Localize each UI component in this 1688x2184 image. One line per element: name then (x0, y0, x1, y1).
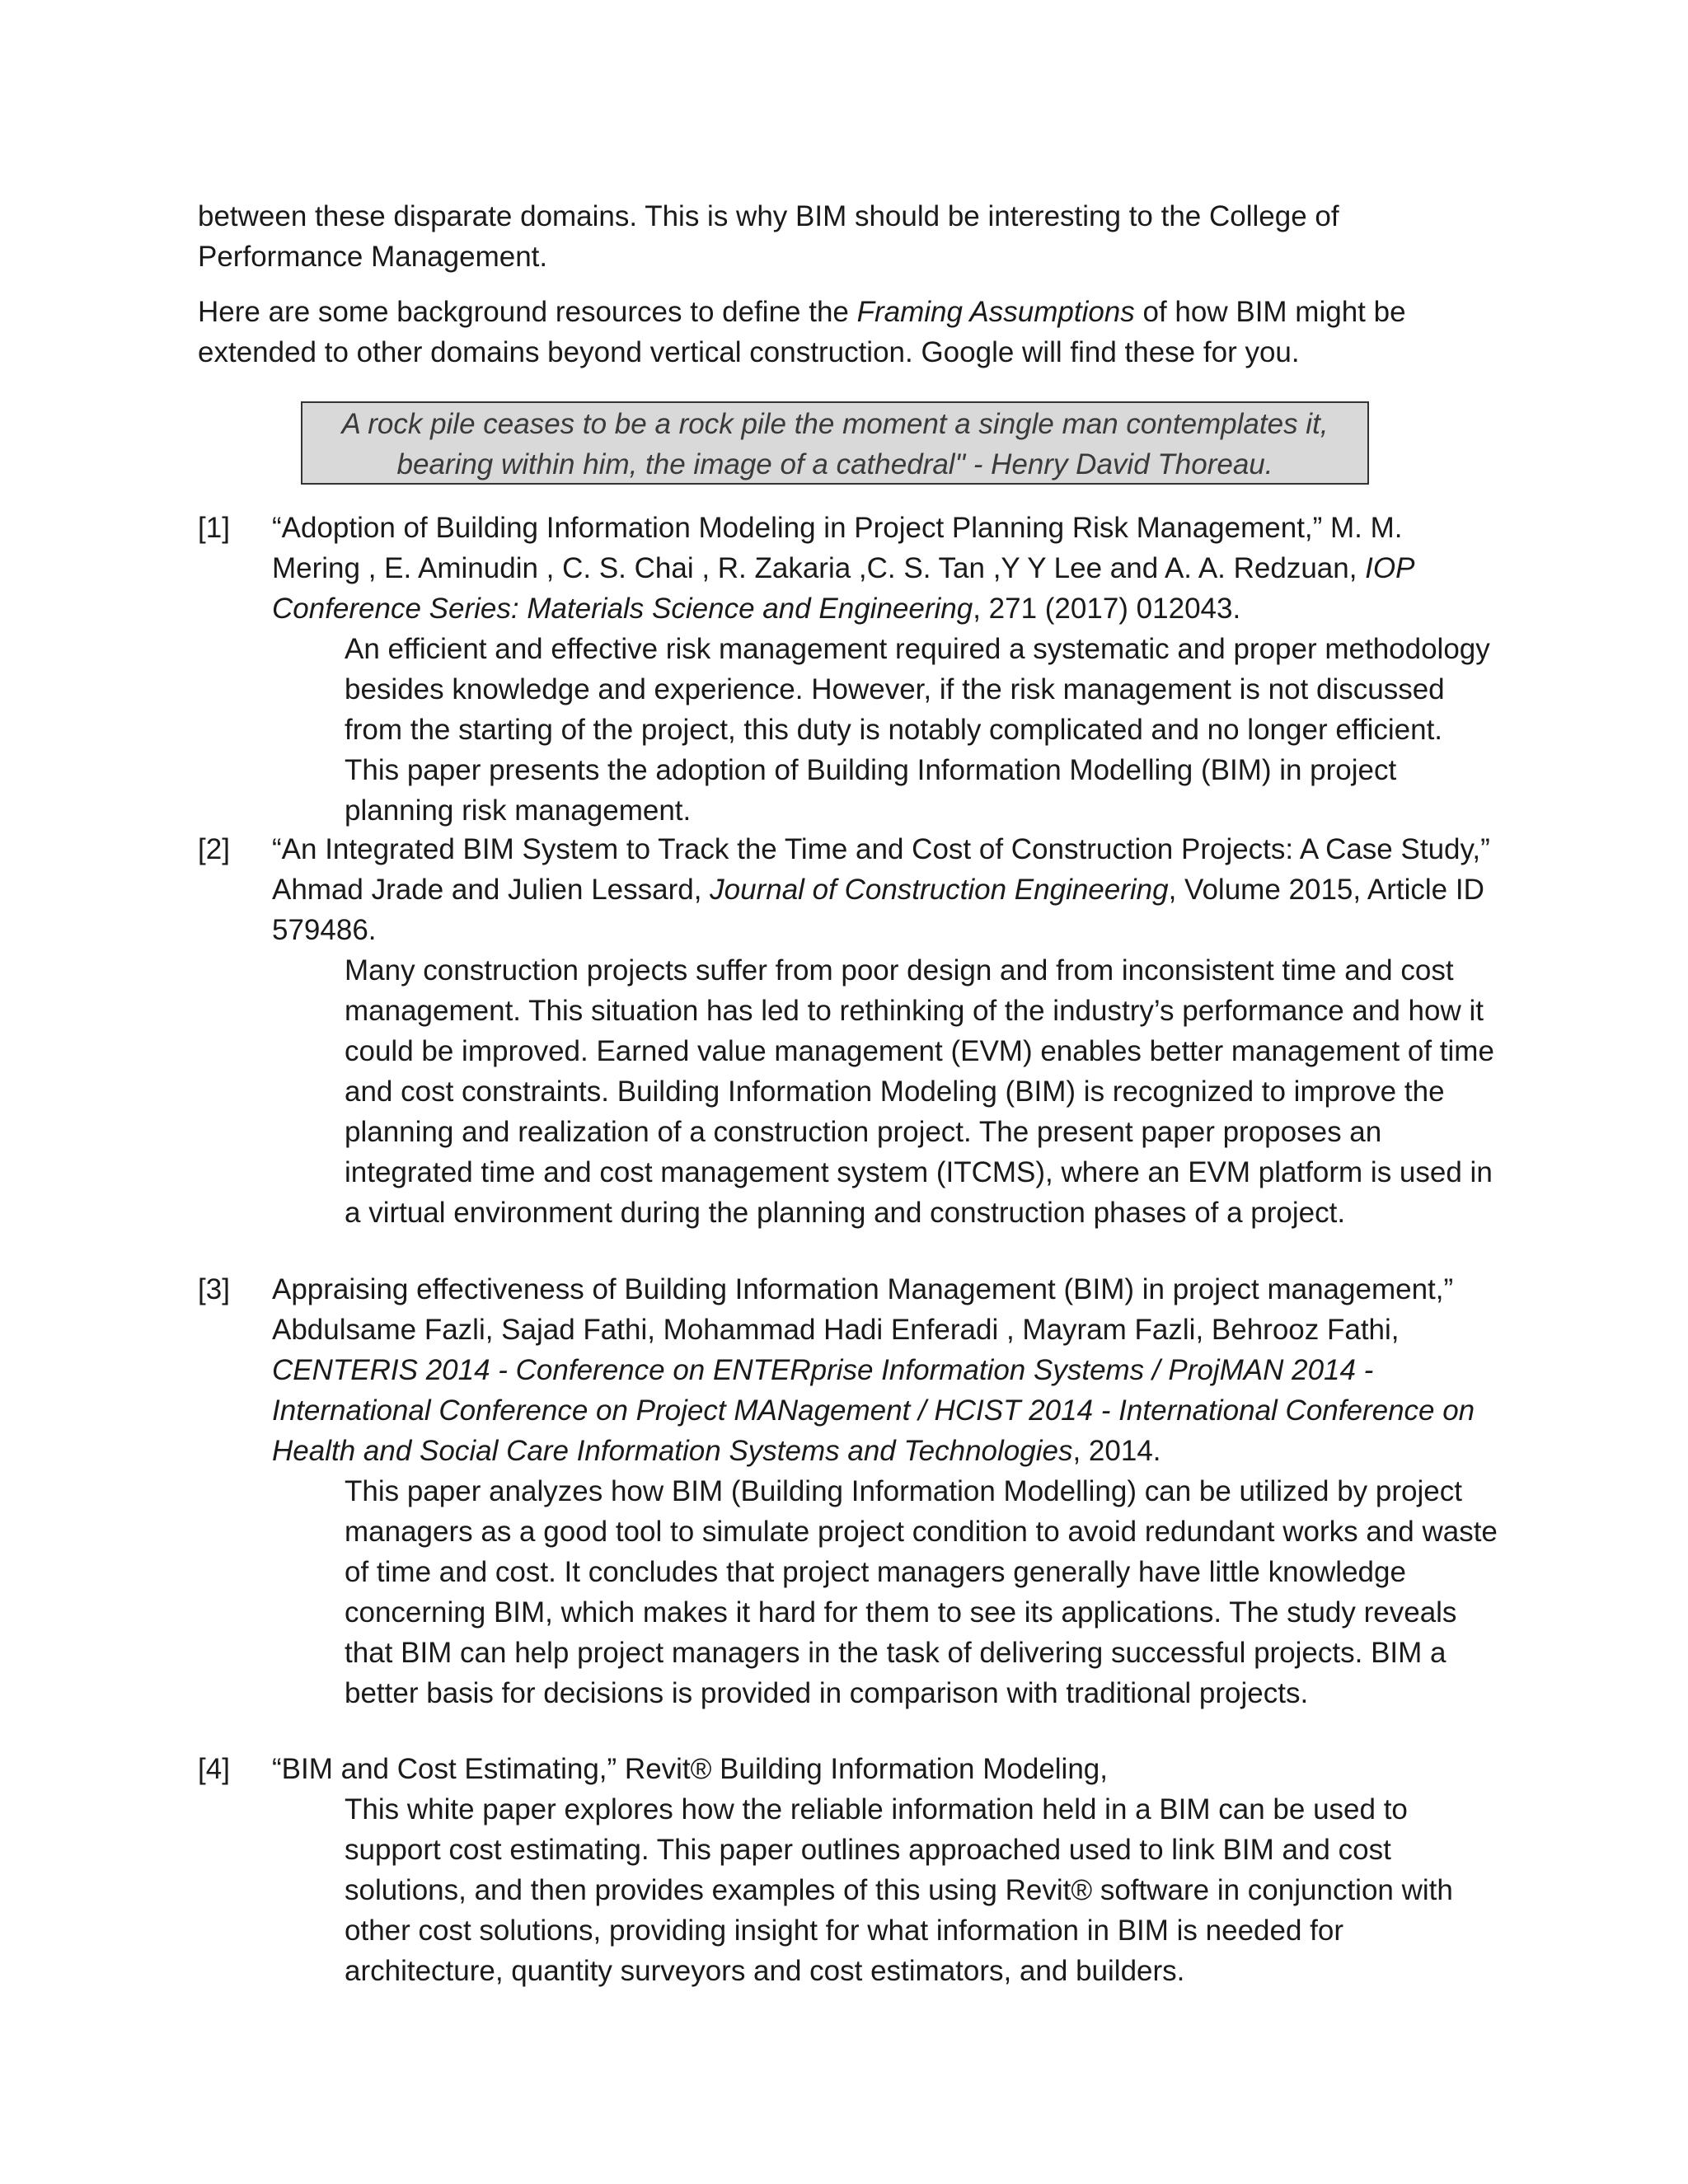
reference-abstract: Many construction projects suffer from poor design and from inconsistent time and cost management. This situation has led to rethinking of the industry’s performance and how it could be improved. Earned value management (EVM) enables better management of time and cost constraints. Building Information Modeling (BIM) is recognized to improve the planning and realization of a construction project. The present paper proposes an integrated time and cost management system (ITCMS), where an EVM platform is used in a virtual environment during the planning and construction phases of a project. (345, 954, 1494, 1229)
citation-text: “An Integrated BIM System to Track the Time and Cost of Construction Projects: A Case Study,” Ahmad Jrade and Julien Lessard, (272, 833, 1490, 906)
reference-abstract: An efficient and effective risk management required a systematic and proper methodology besides knowledge and experience. However, if the risk management is not discussed from the starting of the project, this duty is notably complicated and no longer efficient. This paper presents the adoption of Building Information Modelling (BIM) in project planning risk management. (345, 633, 1490, 827)
reference-citation (272, 508, 1492, 629)
citation-journal: Journal of Construction Engineering (710, 874, 1169, 906)
reference-item (198, 1269, 1500, 1713)
citation-details: , 2014. (1072, 1435, 1161, 1467)
reference-item (198, 508, 1500, 831)
framing-assumptions-emphasis: Framing Assumptions (856, 296, 1135, 328)
reference-item (198, 1749, 1500, 1991)
quote-line-2: bearing within him, the image of a cathedral" - Henry David Thoreau. (396, 448, 1273, 480)
reference-number: [2] (198, 833, 230, 865)
quote-line-1: A rock pile ceases to be a rock pile the moment a single man contemplates it, (341, 408, 1329, 440)
citation-conference: CENTERIS 2014 - Conference on ENTERprise Information Systems / ProjMAN 2014 - International Conference on Project MANagement / HCIST 2014 - International Conference on Health and Social Care Information Systems and Technologies (272, 1354, 1475, 1467)
citation-text: Appraising effectiveness of Building Information Management (BIM) in project management,” Abdulsame Fazli, Sajad Fathi, Mohammad Hadi Enferadi , Mayram Fazli, Behrooz Fathi, (272, 1273, 1454, 1346)
citation-text: “Adoption of Building Information Modeling in Project Planning Risk Management,” M. M. Mering , E. Aminudin , C. S. Chai , R. Zakaria ,C. S. Tan ,Y Y Lee and A. A. Redzuan, (272, 512, 1403, 584)
reference-abstract: This paper analyzes how BIM (Building Information Modelling) can be utilized by project managers as a good tool to simulate project condition to avoid redundant works and waste of time and cost. It concludes that project managers generally have little knowledge concerning BIM, which makes it hard for them to see its applications. The study reveals that BIM can help project managers in the task of delivering successful projects. BIM a better basis for decisions is provided in comparison with traditional projects. (345, 1475, 1498, 1709)
reference-citation (272, 1749, 1492, 1789)
intro-paragraph-2 (198, 292, 1484, 373)
reference-number: [4] (198, 1753, 230, 1785)
citation-text: “BIM and Cost Estimating,” Revit® Building Information Modeling, (272, 1753, 1108, 1785)
citation-details: , 271 (2017) 012043. (973, 593, 1241, 625)
citation-details: , Volume 2015, Article ID 579486. (272, 874, 1484, 946)
reference-number: [1] (198, 512, 230, 544)
reference-item (198, 829, 1500, 1233)
thoreau-quote-box (301, 401, 1369, 485)
reference-number: [3] (198, 1273, 230, 1305)
citation-journal: IOP Conference Series: Materials Science and Engineering (272, 552, 1414, 625)
intro-paragraph-2-text: Here are some background resources to define the (198, 296, 857, 328)
reference-abstract: This white paper explores how the reliable information held in a BIM can be used to support cost estimating. This paper outlines approached used to link BIM and cost solutions, and then provides examples of this using Revit® software in conjunction with other cost solutions, providing insight for what information in BIM is needed for architecture, quantity surveyors and cost estimators, and builders. (345, 1793, 1453, 1987)
reference-citation (272, 1269, 1492, 1471)
intro-paragraph-2-tail: of how BIM might be extended to other domains beyond vertical construction. Google will find these for you. (198, 296, 1406, 368)
reference-citation (272, 829, 1492, 950)
intro-paragraph-1: between these disparate domains. This is why BIM should be interesting to the College of Performance Management. (198, 200, 1339, 273)
